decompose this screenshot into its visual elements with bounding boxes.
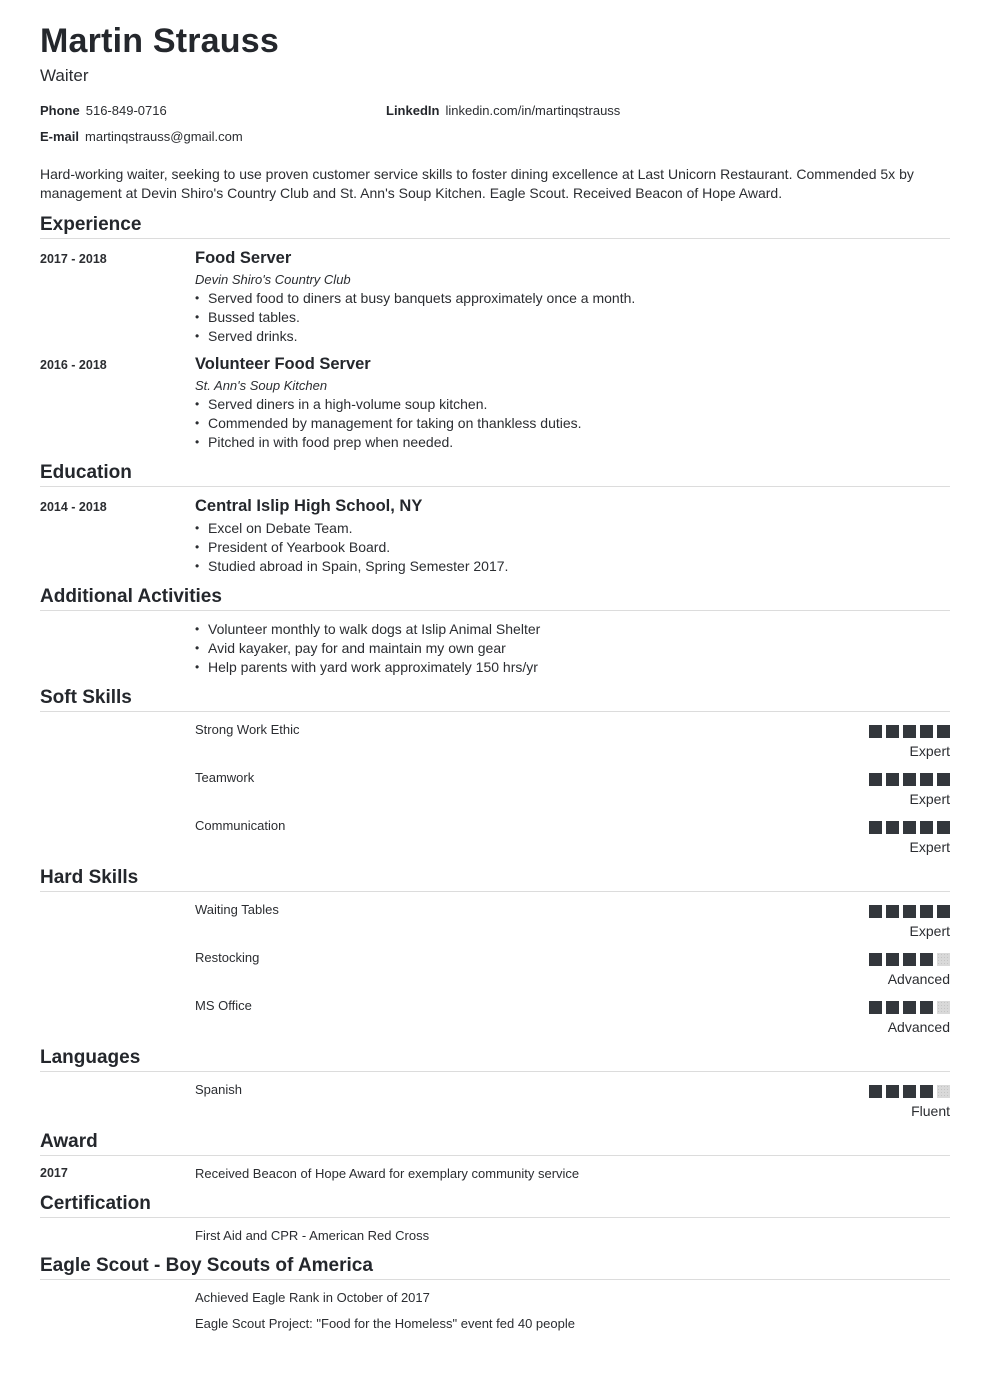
education-dates: 2014 - 2018 [40,500,107,514]
contact-phone [40,103,167,118]
rating-square-filled [920,905,933,918]
experience-bullets [195,395,582,452]
bullet: • Served food to diners at busy banquets approximately once a month. [195,289,635,308]
rating-square-filled [886,1001,899,1014]
experience-title: Food Server [195,249,292,267]
experience-dates: 2017 - 2018 [40,252,107,266]
linkedin-value[interactable]: linkedin.com/in/martinqstrauss [445,103,621,118]
eagle-scout-item: Eagle Scout Project: "Food for the Homeless" event fed 40 people [195,1316,575,1331]
bullet: • Pitched in with food prep when needed. [195,433,582,452]
phone-value: 516-849-0716 [85,103,167,118]
rating-square-filled [869,773,882,786]
skill-level: Expert [909,839,950,855]
skill-name: MS Office [195,998,252,1013]
skill-rating [869,821,950,834]
rating-square-filled [937,905,950,918]
rating-square-filled [903,1085,916,1098]
rating-square-filled [920,725,933,738]
experience-org: Devin Shiro's Country Club [195,272,351,287]
eagle-scout-item: Achieved Eagle Rank in October of 2017 [195,1290,430,1305]
skill-rating [869,905,950,918]
phone-label: Phone [40,103,80,118]
email-label: E-mail [40,129,80,144]
skill-name: Waiting Tables [195,902,279,917]
candidate-name: Martin Strauss [40,22,279,60]
rating-square-filled [869,821,882,834]
rating-square-filled [886,953,899,966]
rating-square-filled [886,905,899,918]
email-value[interactable]: martinqstrauss@gmail.com [85,129,243,144]
skill-level: Expert [909,791,950,807]
skill-rating [869,773,950,786]
rating-square-empty [937,1085,950,1098]
skill-level: Expert [909,923,950,939]
bullet: • Studied abroad in Spain, Spring Semester 2017. [195,557,508,576]
rating-square-filled [869,953,882,966]
experience-org: St. Ann's Soup Kitchen [195,378,328,393]
rating-square-filled [937,821,950,834]
summary: Hard-working waiter, seeking to use proven customer service skills to foster dining excellence at Last Unicorn Restaurant. Commended 5x by management at Devin Shiro's Country Club and St. Ann's Soup Kitchen. Eagle Scout. Received Beacon of Hope Award. [40,166,914,201]
rating-square-filled [886,725,899,738]
skill-name: Strong Work Ethic [195,722,300,737]
bullet: • Excel on Debate Team. [195,519,508,538]
certification-text: First Aid and CPR - American Red Cross [195,1228,430,1243]
rating-square-filled [886,821,899,834]
rating-square-filled [903,905,916,918]
section-soft-skills-heading: Soft Skills [40,687,950,712]
skill-rating [869,953,950,966]
bullet: • Served diners in a high-volume soup kitchen. [195,395,582,414]
skill-name: Teamwork [195,770,255,785]
rating-square-filled [869,1085,882,1098]
rating-square-filled [903,773,916,786]
rating-square-filled [937,725,950,738]
skill-level: Advanced [887,1019,950,1035]
section-eagle-scout-heading: Eagle Scout - Boy Scouts of America [40,1255,950,1280]
experience-bullets [195,289,635,346]
contact-email [40,129,243,144]
experience-title: Volunteer Food Server [195,355,371,373]
award-date: 2017 [40,1166,68,1180]
education-bullets [195,519,508,576]
rating-square-empty [937,1001,950,1014]
section-languages-heading: Languages [40,1047,950,1072]
section-education-heading: Education [40,462,950,487]
section-certification-heading: Certification [40,1193,950,1218]
skill-rating [869,725,950,738]
experience-dates: 2016 - 2018 [40,358,107,372]
rating-square-filled [920,773,933,786]
skill-level: Expert [909,743,950,759]
skill-name: Communication [195,818,286,833]
bullet: • Avid kayaker, pay for and maintain my own gear [195,639,540,658]
bullet: • Bussed tables. [195,308,635,327]
language-name: Spanish [195,1082,242,1097]
skill-rating [869,1001,950,1014]
rating-square-filled [937,773,950,786]
rating-square-filled [886,1085,899,1098]
bullet: • Served drinks. [195,327,635,346]
skill-name: Restocking [195,950,260,965]
candidate-title: Waiter [40,66,89,85]
rating-square-filled [903,1001,916,1014]
language-level: Fluent [911,1103,950,1119]
section-activities-heading: Additional Activities [40,586,950,611]
rating-square-empty [937,953,950,966]
bullet: • Volunteer monthly to walk dogs at Islip Animal Shelter [195,620,540,639]
linkedin-label: LinkedIn [386,103,440,118]
bullet: • Help parents with yard work approximately 150 hrs/yr [195,658,540,677]
activities-bullets [195,620,540,677]
bullet: • President of Yearbook Board. [195,538,508,557]
rating-square-filled [920,1001,933,1014]
education-school: Central Islip High School, NY [195,497,423,515]
rating-square-filled [920,1085,933,1098]
contact-linkedin [386,103,620,118]
bullet: • Commended by management for taking on thankless duties. [195,414,582,433]
section-award-heading: Award [40,1131,950,1156]
skill-level: Advanced [887,971,950,987]
rating-square-filled [903,821,916,834]
section-hard-skills-heading: Hard Skills [40,867,950,892]
rating-square-filled [903,953,916,966]
rating-square-filled [903,725,916,738]
section-experience-heading: Experience [40,214,950,239]
rating-square-filled [869,725,882,738]
language-rating [869,1085,950,1098]
rating-square-filled [869,1001,882,1014]
rating-square-filled [920,953,933,966]
rating-square-filled [869,905,882,918]
rating-square-filled [920,821,933,834]
rating-square-filled [886,773,899,786]
award-text: Received Beacon of Hope Award for exemplary community service [195,1166,580,1181]
